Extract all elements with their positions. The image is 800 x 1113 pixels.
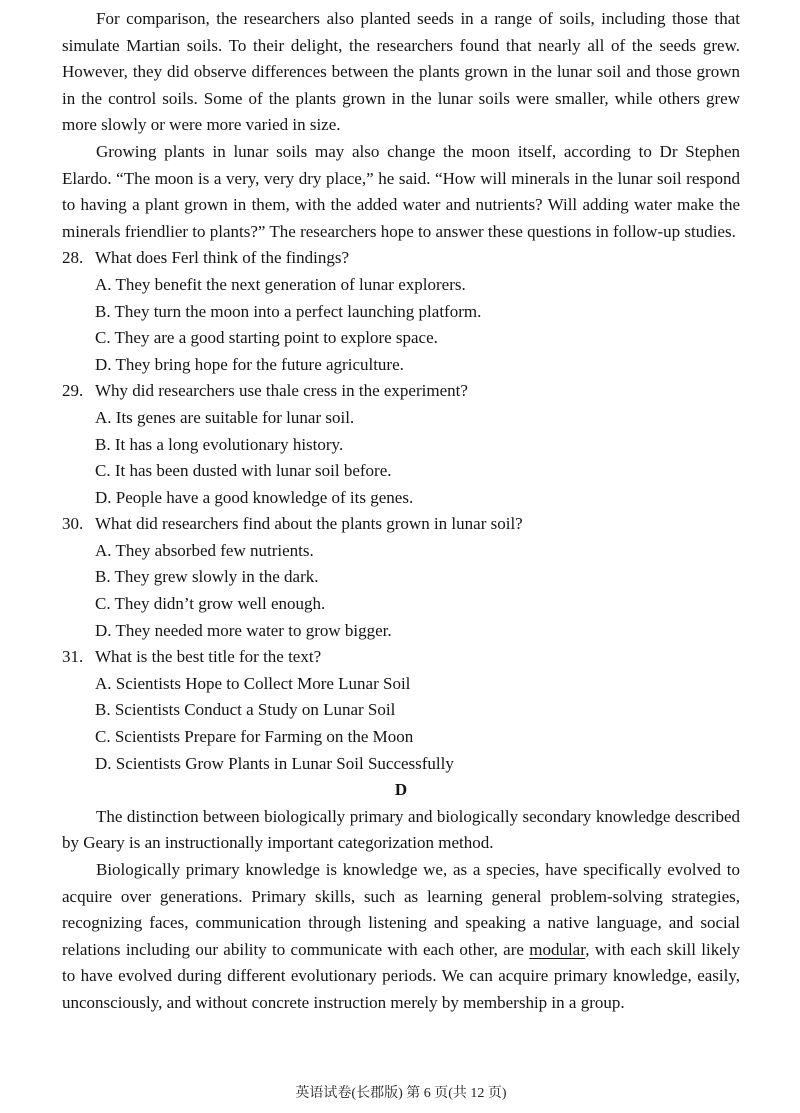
question-29-text: Why did researchers use thale cress in the experiment? [95, 381, 468, 401]
question-31-stem [62, 644, 740, 671]
question-31 [62, 644, 740, 777]
question-31-option-a: A. Scientists Hope to Collect More Lunar Soil [95, 673, 411, 693]
question-29 [62, 378, 740, 511]
question-28-option-b: B. They turn the moon into a perfect launching platform. [95, 301, 482, 321]
section-d-paragraph-2-text-cont: , with each skill likely to have evolved during different evolutionary periods. We can acquire primary knowledge, easily, unconsciously, and without concrete instruction merely by membership in a group. [62, 939, 740, 1012]
question-31-option-c: C. Scientists Prepare for Farming on the Moon [95, 727, 414, 747]
question-28-option-c: C. They are a good starting point to explore space. [95, 328, 438, 348]
question-30 [62, 511, 740, 644]
question-30-stem [62, 511, 740, 538]
question-31-number: 31. [62, 647, 84, 667]
question-31-option-b: B. Scientists Conduct a Study on Lunar Soil [95, 700, 396, 720]
page-footer: 英语试卷(长郡版) 第 6 页(共 12 页) [295, 1086, 507, 1101]
question-31-text: What is the best title for the text? [95, 647, 322, 667]
question-30-option-b: B. They grew slowly in the dark. [95, 567, 319, 587]
question-29-option-b: B. It has a long evolutionary history. [95, 434, 344, 454]
question-29-option-d: D. People have a good knowledge of its genes. [95, 487, 414, 507]
question-29-stem [62, 378, 740, 405]
question-30-option-d: D. They needed more water to grow bigger. [95, 620, 392, 640]
section-d-heading: D [394, 780, 408, 800]
question-28-stem [62, 245, 740, 272]
passage-paragraph-2: Growing plants in lunar soils may also change the moon itself, according to Dr Stephen Elardo. “The moon is a very, very dry place,” he said. “How will minerals in the lunar soil respond to having a plant grown in them, with the added water and nutrients? Will adding water make the minerals friendlier to plants?” The researchers hope to answer these questions in follow-up studies. [62, 141, 740, 241]
question-28-option-d: D. They bring hope for the future agriculture. [95, 354, 404, 374]
section-d-paragraph-2 [62, 857, 740, 1017]
question-28-number: 28. [62, 248, 84, 268]
question-29-option-c: C. It has been dusted with lunar soil before. [95, 461, 392, 481]
question-29-option-a: A. Its genes are suitable for lunar soil. [95, 407, 355, 427]
question-30-text: What did researchers find about the plants grown in lunar soil? [95, 514, 523, 534]
question-30-option-a: A. They absorbed few nutrients. [95, 540, 314, 560]
question-28-text: What does Ferl think of the findings? [95, 248, 350, 268]
question-28 [62, 245, 740, 378]
question-28-option-a: A. They benefit the next generation of lunar explorers. [95, 274, 466, 294]
passage-paragraph-1: For comparison, the researchers also planted seeds in a range of soils, including those that simulate Martian soils. To their delight, the researchers found that nearly all of the seeds grew. However, they did observe differences between the plants grown in the lunar soil and those grown in the control soils. Some of the plants grown in the lunar soils were smaller, while others grew more slowly or were more varied in size. [62, 9, 740, 135]
question-31-option-d: D. Scientists Grow Plants in Lunar Soil Successfully [95, 753, 454, 773]
question-30-option-c: C. They didn’t grow well enough. [95, 594, 326, 614]
question-30-number: 30. [62, 514, 84, 534]
underlined-term: modular [529, 939, 586, 959]
section-d-paragraph-1: The distinction between biologically primary and biologically secondary knowledge described by Geary is an instructionally important categorization method. [62, 806, 740, 853]
section-d-paragraph-2-text: Biologically primary knowledge is knowledge we, as a species, have specifically evolved to acquire over generations. Primary skills, such as learning general problem-solving strategies, recognizing faces, communication through listening and speaking a native language, and social relations including our ability to communicate with each other, are [62, 860, 740, 959]
question-29-number: 29. [62, 381, 84, 401]
